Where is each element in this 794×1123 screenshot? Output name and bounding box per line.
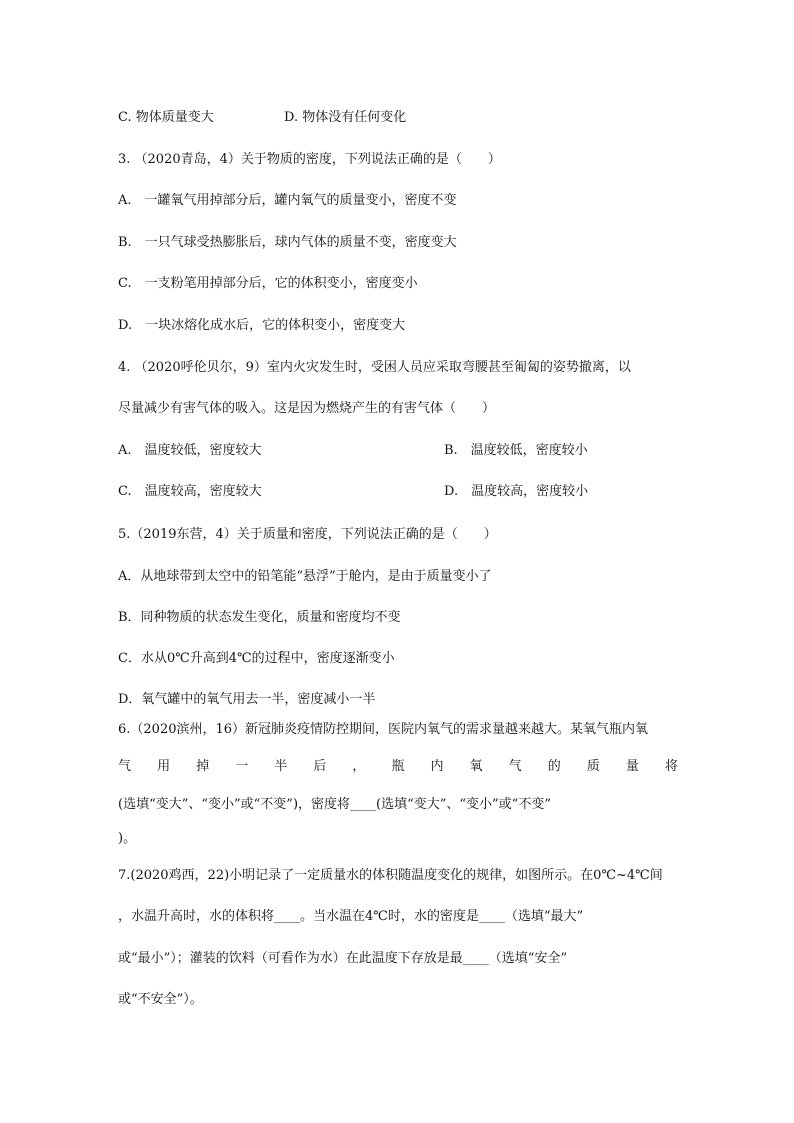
q6-word: 瓶 bbox=[391, 759, 405, 774]
q6-word: 内 bbox=[430, 759, 444, 774]
q4-stem-line2: 尽量减少有害气体的吸入。这是因为燃烧产生的有害气体（ ） bbox=[118, 401, 496, 416]
q5-option-b: B．同种物质的状态发生变化，质量和密度均不变 bbox=[118, 610, 401, 625]
q6-word: 后 bbox=[313, 759, 327, 774]
q6-word: 气 bbox=[508, 759, 522, 774]
q6-word: 半 bbox=[274, 759, 288, 774]
q6-word: ， bbox=[352, 759, 366, 774]
q4-stem-line1: 4. （2020呼伦贝尔，9）室内火灾发生时，受困人员应采取弯腰甚至匍匐的姿势撤离，以 bbox=[118, 360, 631, 375]
q6-word: 用 bbox=[157, 759, 171, 774]
q6-line4: )。 bbox=[118, 831, 137, 846]
q6-word: 掉 bbox=[196, 759, 210, 774]
q6-word: 质 bbox=[586, 759, 600, 774]
q4-option-a: A. 温度较低，密度较大 bbox=[118, 443, 262, 458]
q5-option-a: A．从地球带到太空中的铅笔能“悬浮”于舱内，是由于质量变小了 bbox=[118, 569, 492, 584]
q7-line4: 或“不安全”）。 bbox=[118, 992, 203, 1007]
q5-option-d: D．氧气罐中的氧气用去一半，密度减小一半 bbox=[118, 692, 376, 707]
q6-word: 量 bbox=[625, 759, 639, 774]
q3-option-a: A. 一罐氧气用掉部分后，罐内氧气的质量变小，密度不变 bbox=[118, 193, 457, 208]
q3-option-c: C. 一支粉笔用掉部分后，它的体积变小，密度变小 bbox=[118, 276, 418, 291]
q2-option-d: D. 物体没有任何变化 bbox=[284, 110, 407, 125]
q4-option-c: C. 温度较高，密度较大 bbox=[118, 484, 262, 499]
q3-stem: 3. （2020青岛，4）关于物质的密度，下列说法正确的是（ ） bbox=[118, 152, 501, 167]
q4-option-d: D. 温度较高，密度较小 bbox=[444, 484, 589, 499]
q7-line3: 或“最小”）；灌装的饮料（可看作为水）在此温度下存放是最____（选填“安全” bbox=[118, 951, 568, 966]
q6-word: 一 bbox=[235, 759, 249, 774]
q3-option-d: D. 一块冰熔化成水后，它的体积变小，密度变大 bbox=[118, 318, 406, 333]
q6-word: 的 bbox=[547, 759, 561, 774]
q5-option-c: C．水从0℃升高到4℃的过程中，密度逐渐变小 bbox=[118, 651, 395, 666]
q6-line3: (选填“变大”、“变小”或“不变”)，密度将____(选填“变大”、“变小”或“不变” bbox=[118, 797, 551, 812]
q2-option-c: C. 物体质量变大 bbox=[118, 110, 214, 125]
q7-line1: 7.(2020鸡西，22)小明记录了一定质量水的体积随温度变化的规律，如图所示。在0℃~4℃间 bbox=[118, 868, 663, 883]
q3-option-b: B. 一只气球受热膨胀后，球内气体的质量不变，密度变大 bbox=[118, 235, 457, 250]
q6-line1: 6.（2020滨州，16）新冠肺炎疫情防控期间，医院内氧气的需求量越来越大。某氧气瓶内氧 bbox=[118, 722, 649, 737]
q6-word: 氧 bbox=[469, 759, 483, 774]
q6-word: 气 bbox=[118, 759, 132, 774]
q5-stem: 5.（2019东营，4）关于质量和密度，下列说法正确的是（ ） bbox=[118, 527, 497, 542]
q7-line2: ，水温升高时，水的体积将____。当水温在4℃时，水的密度是____（选填“最大” bbox=[118, 909, 584, 924]
q6-line2 bbox=[118, 759, 678, 775]
q4-option-b: B. 温度较低，密度较小 bbox=[444, 443, 588, 458]
q6-word: 将 bbox=[664, 759, 678, 774]
